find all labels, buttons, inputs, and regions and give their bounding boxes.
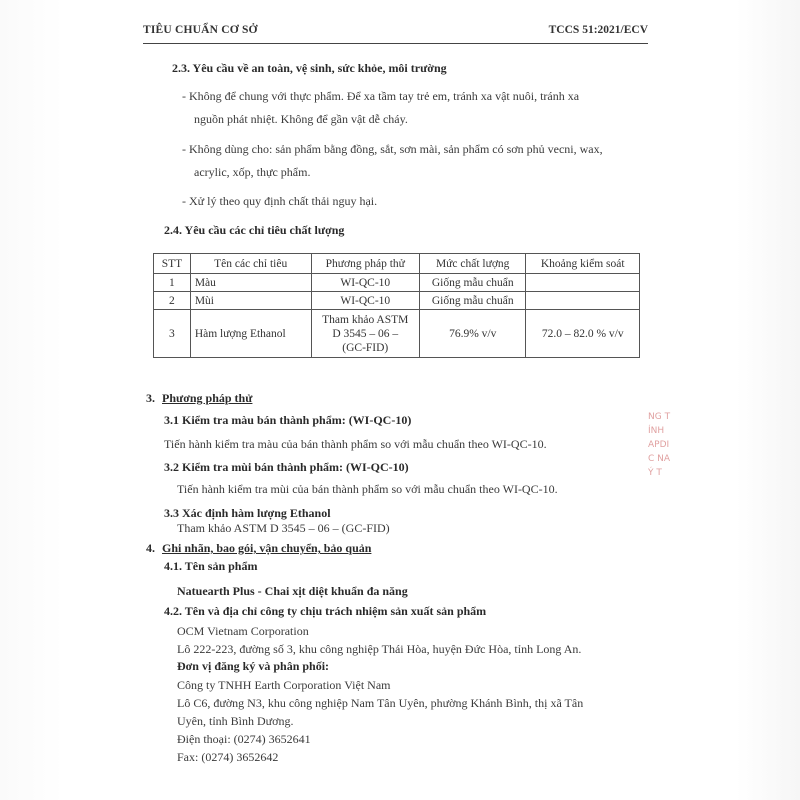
section-4-1-title: 4.1. Tên sản phẩm [164,559,258,573]
table-row [154,292,640,310]
s23-p1a: - Không để chung với thực phẩm. Để xa tầm tay trẻ em, tránh xa vật nuôi, tránh xa [182,89,580,103]
section-4-2-title: 4.2. Tên và địa chỉ công ty chịu trách nhiệm sản xuất sản phẩm [164,604,487,618]
cell-range [526,274,640,292]
section-3-1-body: Tiến hành kiểm tra màu của bán thành phẩm so với mẫu chuẩn theo WI-QC-10. [164,437,547,451]
section-3-2-title: 3.2 Kiểm tra mùi bán thành phẩm: (WI-QC-10) [164,460,409,474]
section-3-3-body: Tham khảo ASTM D 3545 – 06 – (GC-FID) [177,521,390,535]
cell-name: Màu [190,274,311,292]
section-4-number: 4. [146,541,155,555]
product-name: Natuearth Plus - Chai xịt diệt khuẩn đa năng [177,584,408,598]
s23-p1b: nguồn phát nhiệt. Không để gần vật dễ cháy. [194,112,408,126]
section-3-1-title: 3.1 Kiểm tra màu bán thành phẩm: (WI-QC-10) [164,413,412,427]
cell-stt: 2 [154,292,191,310]
col-method: Phương pháp thử [311,254,419,274]
section-3-title: Phương pháp thử [162,391,253,405]
table-header-row [154,254,640,274]
s23-p2a: - Không dùng cho: sản phẩm bằng đồng, sắt, sơn mài, sản phẩm có sơn phủ vecni, wax, [182,142,603,156]
col-range: Khoảng kiểm soát [526,254,640,274]
distributor-address-2: Uyên, tỉnh Bình Dương. [177,714,294,728]
cell-method: WI-QC-10 [311,292,419,310]
page-header [143,21,648,44]
section-3-number: 3. [146,391,155,405]
stamp-line: APDI [648,440,670,450]
cell-level: Giống mẫu chuẩn [420,292,526,310]
cell-stt: 1 [154,274,191,292]
cell-level: 76.9% v/v [420,310,526,358]
distributor-name: Công ty TNHH Earth Corporation Việt Nam [177,678,391,692]
table-row [154,310,640,358]
method-line: Tham khảo ASTM [322,313,409,326]
stamp-line: NG T [648,412,671,422]
s23-p2b: acrylic, xốp, thực phẩm. [194,165,311,179]
cell-level: Giống mẫu chuẩn [420,274,526,292]
section-2-4-title: 2.4. Yêu cầu các chỉ tiêu chất lượng [164,223,345,237]
section-3-2-body: Tiến hành kiểm tra mùi của bán thành phẩm so với mẫu chuẩn theo WI-QC-10. [177,482,558,496]
manufacturer-name: OCM Vietnam Corporation [177,624,309,638]
distributor-title: Đơn vị đăng ký và phân phối: [177,659,330,673]
stamp-line: C NA [648,454,671,464]
cell-name: Mùi [190,292,311,310]
col-stt: STT [154,254,191,274]
distributor-address-1: Lô C6, đường N3, khu công nghiệp Nam Tân Uyên, phường Khánh Bình, thị xã Tân [177,696,584,710]
red-stamp-fragment [648,410,678,500]
cell-range: 72.0 – 82.0 % v/v [526,310,640,358]
section-3-3-title: 3.3 Xác định hàm lượng Ethanol [164,506,331,520]
quality-table [153,253,640,358]
cell-stt: 3 [154,310,191,358]
distributor-fax: Fax: (0274) 3652642 [177,750,279,764]
distributor-phone: Điện thoại: (0274) 3652641 [177,732,311,746]
cell-method [311,310,419,358]
cell-method: WI-QC-10 [311,274,419,292]
stamp-line: Ý T [648,468,662,478]
table-row [154,274,640,292]
cell-name: Hàm lượng Ethanol [190,310,311,358]
section-2-3-title: 2.3. Yêu cầu về an toàn, vệ sinh, sức khỏe, môi trường [172,61,447,75]
method-line: D 3545 – 06 – [332,327,399,340]
header-code: TCCS 51:2021/ECV [548,24,648,36]
col-name: Tên các chỉ tiêu [190,254,311,274]
cell-range [526,292,640,310]
header-left: TIÊU CHUẨN CƠ SỞ [143,24,258,36]
col-level: Mức chất lượng [420,254,526,274]
method-line: (GC-FID) [342,341,389,354]
manufacturer-address: Lô 222-223, đường số 3, khu công nghiệp Thái Hòa, huyện Đức Hòa, tỉnh Long An. [177,642,582,656]
s23-p3: - Xử lý theo quy định chất thải nguy hại. [182,194,378,208]
stamp-line: ÍNH [648,426,665,436]
section-4-title: Ghi nhãn, bao gói, vận chuyển, bảo quản [162,541,372,555]
